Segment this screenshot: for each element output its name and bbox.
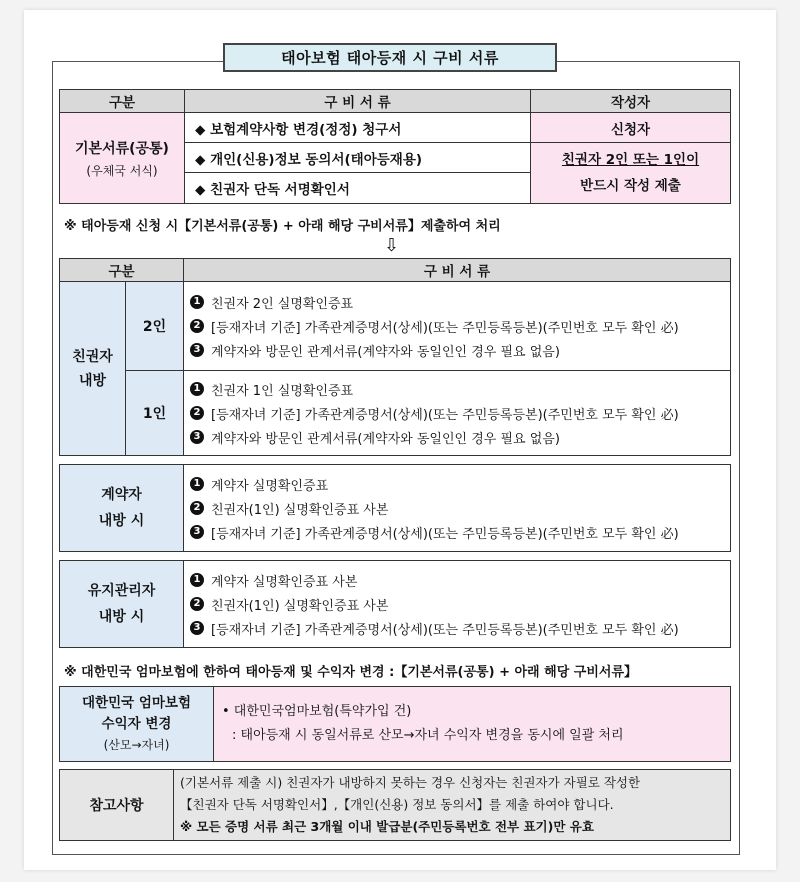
basic-items-cell [185, 113, 531, 204]
number-badge-icon: 1 [190, 573, 204, 587]
mom-insurance-text2: : 태아등재 시 동일서류로 산모→자녀 수익자 변경을 동시에 일괄 처리 [232, 728, 624, 743]
reference-label: 참고사항 [60, 770, 174, 841]
reference-text3: ※ 모든 증명 서류 최근 3개월 이내 발급분(주민등록번호 전부 표기)만 유효 [180, 819, 594, 834]
list-item [184, 290, 730, 314]
reference-table [59, 769, 731, 841]
writer-applicant: 신청자 [531, 113, 731, 143]
list-item [184, 496, 730, 520]
item-text: 친권자(1인) 실명확인증표 사본 [211, 502, 389, 518]
number-badge-icon: 2 [190, 319, 204, 333]
manager-visit-label [60, 561, 184, 648]
number-badge-icon: 1 [190, 382, 204, 396]
mom-insurance-label [60, 687, 214, 762]
basic-documents-table [59, 89, 731, 204]
item-text: 친권자(1인) 실명확인증표 사본 [211, 598, 389, 614]
manager-visit-line1: 유지관리자 [87, 583, 156, 599]
list-item [184, 425, 730, 449]
manager-visit-table [59, 560, 731, 648]
header-category: 구분 [60, 90, 185, 113]
guardian-one-label: 1인 [126, 371, 184, 456]
item-text: [등재자녀 기준] 가족관계증명서(상세)(또는 주민등록등본)(주민번호 모두 확인 必) [211, 407, 679, 423]
guardian-one-items [184, 371, 731, 456]
document-title: 태아보험 태아등재 시 구비 서류 [223, 43, 557, 72]
basic-category-cell [60, 113, 185, 204]
mom-insurance-line3: (산모→자녀) [103, 737, 170, 752]
contractor-visit-label [60, 465, 184, 552]
item-text: 친권자 1인 실명확인증표 [211, 383, 354, 399]
header-writer: 작성자 [531, 90, 731, 113]
manager-items [184, 561, 731, 648]
guardian-visit-label [60, 282, 126, 456]
guardian-two-items [184, 282, 731, 371]
item-text: 계약자 실명확인증표 [211, 478, 329, 494]
writer-guardian-line2: 반드시 작성 제출 [580, 178, 681, 194]
header-documents: 구 비 서 류 [184, 259, 731, 282]
basic-item: ◆ 친권자 단독 서명확인서 [185, 172, 530, 202]
list-item [184, 377, 730, 401]
item-text: 친권자 2인 실명확인증표 [211, 296, 354, 312]
mom-insurance-line1: 대한민국 엄마보험 [81, 694, 192, 711]
item-text: 계약자와 방문인 관계서류(계약자와 동일인인 경우 필요 없음) [211, 431, 560, 447]
manager-visit-line2: 내방 시 [98, 609, 145, 625]
header-documents: 구 비 서 류 [185, 90, 531, 113]
writer-guardian-line1: 친권자 2인 또는 1인이 [561, 152, 700, 168]
list-item [184, 472, 730, 496]
down-arrow-icon: ⇩ [384, 235, 400, 256]
contractor-items [184, 465, 731, 552]
list-item [184, 592, 730, 616]
reference-text2: 【친권자 단독 서명확인서】,【개인(신용) 정보 동의서】를 제출 하여야 합니다. [180, 797, 614, 812]
item-text: 계약자 실명확인증표 사본 [211, 574, 358, 590]
list-item [184, 338, 730, 362]
basic-category-sub: (우체국 서식) [86, 163, 158, 178]
list-item [184, 520, 730, 544]
number-badge-icon: 2 [190, 406, 204, 420]
note-mom-insurance: ※ 대한민국 엄마보험에 한하여 태아등재 및 수익자 변경 :【기본서류(공통) + 아래 해당 구비서류】 [64, 665, 638, 680]
list-item [184, 616, 730, 640]
number-badge-icon: 1 [190, 295, 204, 309]
reference-content [174, 770, 731, 841]
contractor-visit-line2: 내방 시 [98, 513, 145, 529]
guardian-two-label: 2인 [126, 282, 184, 371]
item-text: [등재자녀 기준] 가족관계증명서(상세)(또는 주민등록등본)(주민번호 모두 확인 必) [211, 320, 679, 336]
guardian-visit-line2: 내방 [78, 372, 107, 389]
item-text: 계약자와 방문인 관계서류(계약자와 동일인인 경우 필요 없음) [211, 344, 560, 360]
guardian-visit-table [59, 258, 731, 456]
guardian-visit-line1: 친권자 [72, 348, 113, 365]
number-badge-icon: 3 [190, 525, 204, 539]
number-badge-icon: 2 [190, 501, 204, 515]
item-text: [등재자녀 기준] 가족관계증명서(상세)(또는 주민등록등본)(주민번호 모두 확인 必) [211, 622, 679, 638]
item-text: [등재자녀 기준] 가족관계증명서(상세)(또는 주민등록등본)(주민번호 모두 확인 必) [211, 526, 679, 542]
number-badge-icon: 3 [190, 343, 204, 357]
reference-text1: (기본서류 제출 시) 친권자가 내방하지 못하는 경우 신청자는 친권자가 자필로 작성한 [180, 775, 641, 790]
mom-insurance-table [59, 686, 731, 762]
basic-item: ◆ 보험계약사항 변경(정정) 청구서 [195, 121, 402, 138]
number-badge-icon: 1 [190, 477, 204, 491]
note-basic-required: ※ 태아등재 신청 시【기본서류(공통) + 아래 해당 구비서류】제출하여 처리 [64, 219, 501, 234]
basic-item: ◆ 개인(신용)정보 동의서(태아등재용) [185, 142, 530, 172]
contractor-visit-line1: 계약자 [101, 487, 142, 503]
list-item [184, 401, 730, 425]
header-category: 구분 [60, 259, 184, 282]
contractor-visit-table [59, 464, 731, 552]
number-badge-icon: 2 [190, 597, 204, 611]
writer-guardian-cell [531, 143, 731, 204]
mom-insurance-content [214, 687, 731, 762]
number-badge-icon: 3 [190, 621, 204, 635]
list-item [184, 568, 730, 592]
list-item [184, 314, 730, 338]
basic-category-label: 기본서류(공통) [75, 140, 169, 157]
number-badge-icon: 3 [190, 430, 204, 444]
mom-insurance-text1: • 대한민국엄마보험(특약가입 건) [222, 704, 412, 719]
mom-insurance-line2: 수익자 변경 [101, 715, 172, 732]
